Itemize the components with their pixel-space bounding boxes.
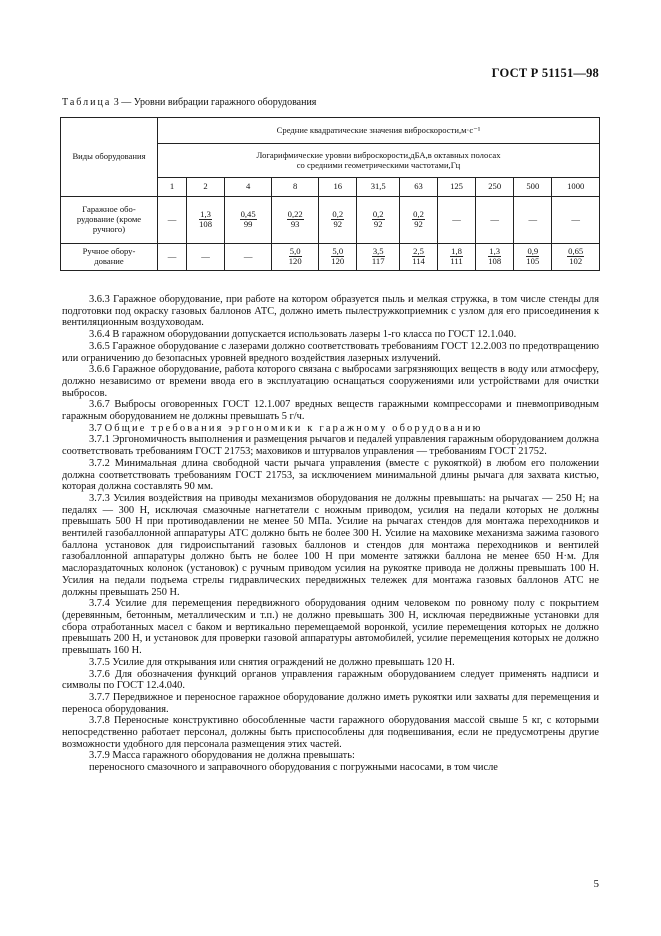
row-label	[61, 197, 158, 244]
freq-cell: 500	[514, 178, 552, 197]
table-cell	[552, 244, 600, 271]
table-cell	[357, 244, 400, 271]
row-label-line: Ручное обору-	[82, 246, 136, 257]
paragraph-3-7-9-continued: переносного смазочного и заправочного оборудования с погружными насосами, в том числе	[89, 762, 498, 774]
table-cell	[357, 197, 400, 244]
rms-header: Средние квадратические значения виброскорости,м·с⁻¹	[158, 118, 600, 144]
table-cell	[514, 244, 552, 271]
fraction-value	[450, 247, 463, 266]
freq-cell: 31,5	[357, 178, 400, 197]
fraction-value	[199, 210, 212, 229]
table-cell	[319, 197, 357, 244]
db-level-value: 105	[526, 256, 540, 267]
table-cell	[272, 197, 319, 244]
db-level-value: 114	[412, 256, 425, 267]
freq-cell: 63	[400, 178, 438, 197]
paragraph-3-6-3: 3.6.3 Гаражное оборудование, при работе на котором образуется пыль и мелкая стружка, в том числе стенды для подготовки под окраску газовых баллонов АТС, должно иметь пылестружкоприемник с узлом для его присоединения к вентиляционным воздуховодам.	[62, 294, 599, 329]
db-level-value: 93	[290, 219, 300, 230]
freq-cell: 4	[225, 178, 272, 197]
rms-value: 0,2	[332, 209, 344, 220]
db-level-value: 120	[288, 256, 302, 267]
db-level-value: 92	[414, 219, 423, 230]
freq-cell: 8	[272, 178, 319, 197]
column-header-equipment-type: Виды оборудования	[61, 118, 158, 197]
section-number: 3.7	[89, 422, 105, 434]
db-level-value: 108	[199, 219, 212, 230]
paragraph-3-7-9: 3.7.9 Масса гаражного оборудования не должна превышать:	[89, 750, 355, 762]
fraction-value	[287, 210, 304, 229]
rms-value: 5,0	[332, 246, 344, 257]
paragraph-3-7-5: 3.7.5 Усилие для открывания или снятия ограждений не должно превышать 120 Н.	[89, 656, 455, 668]
rms-value: 5,0	[289, 246, 301, 257]
section-heading-3-7	[62, 423, 599, 435]
rms-value: 0,2	[372, 209, 384, 220]
table-cell	[476, 244, 514, 271]
paragraph-3-7-2: 3.7.2 Минимальная длина свободной части рычага управления (вместе с рукояткой) в любом его положении должна соответствовать требованиям ГОСТ 21753, за исключением минимальной длины рычага для захвата кистью, которая должна составлять 90 мм.	[62, 457, 599, 493]
paragraph-3-6-6: 3.6.6 Гаражное оборудование, работа которого связана с выбросами загрязняющих веществ в воду или атмосферу, должно независимо от времени ввода его в эксплуатацию оснащаться сооружениями или устройствами для очистки выбросов.	[62, 364, 599, 399]
fraction-value	[412, 247, 425, 266]
table-cell	[400, 244, 438, 271]
db-level-value: 117	[371, 256, 385, 267]
rms-value: 1,8	[451, 246, 462, 257]
table-cell: —	[437, 197, 475, 244]
table-cell	[225, 197, 272, 244]
rms-value: 0,45	[240, 209, 256, 220]
rms-value: 0,22	[287, 209, 303, 220]
table-cell	[186, 197, 224, 244]
rms-value: 0,65	[568, 246, 584, 257]
row-label-line: ручного)	[92, 223, 126, 234]
log-header-line-1: Логарифмические уровни виброскорости,дБА,в октавных полосах	[256, 149, 501, 160]
table-caption	[62, 97, 316, 108]
freq-cell: 1	[158, 178, 187, 197]
table-cell: —	[514, 197, 552, 244]
row-label	[61, 244, 158, 271]
db-level-value: 120	[331, 256, 345, 267]
fraction-value	[331, 247, 344, 266]
fraction-value	[526, 247, 539, 266]
freq-cell: 250	[476, 178, 514, 197]
vibration-table	[60, 117, 600, 271]
table-row-garage-equipment	[61, 197, 600, 244]
row-label-line: дование	[94, 256, 124, 266]
table-cell: —	[476, 197, 514, 244]
section-title: Общие требования эргономики к гаражному оборудованию	[104, 422, 483, 434]
fraction-value	[488, 247, 501, 266]
table-cell	[272, 244, 319, 271]
fraction-value	[240, 210, 257, 229]
db-level-value: 92	[373, 219, 383, 230]
paragraph-3-7-7: 3.7.7 Передвижное и переносное гаражное оборудование должно иметь рукоятки или захваты для перемещения и переноса оборудования.	[62, 691, 599, 715]
table-row-manual-equipment	[61, 244, 600, 271]
rms-value: 3,5	[372, 246, 384, 257]
fraction-value	[372, 247, 385, 266]
freq-cell: 2	[186, 178, 224, 197]
log-level-header	[158, 144, 600, 178]
freq-cell: 16	[319, 178, 357, 197]
paragraph-3-7-4: 3.7.4 Усилие для перемещения передвижного оборудования одним человеком по ровному полу с покрытием (деревянным, бетонным, металлическим и т.п.) не должно превышать 300 Н, исключая передвижные установки для сбора отработанных масел с баком и вертикально перемещаемой воронкой, усилие перемещения которых не должно превышать 200 Н, и установок для проверки газовой аппаратуры автомобилей, усилие перемещения которых не должно превышать 160 Н.	[62, 598, 599, 657]
table-cell: —	[225, 244, 272, 271]
db-level-value: 92	[333, 219, 343, 230]
row-label-line: Гаражное обо-	[82, 204, 136, 215]
db-level-value: 111	[450, 256, 463, 267]
table-cell: —	[158, 197, 187, 244]
table-caption-prefix: Таблица	[62, 97, 112, 108]
log-header-line-2: со средними геометрическими частотами,Гц	[296, 159, 461, 170]
db-level-value: 99	[243, 219, 253, 230]
body-text	[62, 294, 599, 774]
table-cell: —	[186, 244, 224, 271]
table-cell	[319, 244, 357, 271]
paragraph-3-6-7: 3.6.7 Выбросы оговоренных ГОСТ 12.1.007 вредных веществ гаражными компрессорами и пневмоприводным гаражным оборудованием не должны превышать 5 г/ч.	[62, 399, 599, 423]
paragraph-3-7-1: 3.7.1 Эргономичность выполнения и размещения рычагов и педалей управления гаражным оборудованием должна соответствовать требованиям ГОСТ 21753; маховиков и штурвалов управления — требованиям ГОСТ 21752.	[62, 434, 599, 458]
table-cell: —	[552, 197, 600, 244]
rms-value: 0,2	[413, 209, 424, 220]
paragraph-3-6-4: 3.6.4 В гаражном оборудовании допускается использовать лазеры 1-го класса по ГОСТ 12.1.040.	[89, 329, 517, 341]
fraction-value	[372, 210, 385, 229]
fraction-value	[567, 247, 584, 266]
rms-value: 1,3	[200, 209, 211, 220]
freq-cell: 1000	[552, 178, 600, 197]
paragraph-3-6-5: 3.6.5 Гаражное оборудование с лазерами должно соответствовать требованиям ГОСТ 12.2.003 по предотвращению или ограничению до безопасных уровней вредного воздействия лазерных излучений.	[62, 340, 599, 364]
table-cell	[437, 244, 475, 271]
table-caption-title: 3 — Уровни вибрации гаражного оборудования	[111, 97, 317, 108]
table-cell	[400, 197, 438, 244]
paragraph-3-7-3: 3.7.3 Усилия воздействия на приводы механизмов оборудования не должны превышать: на рычагах — 250 Н; на педалях — 300 Н, исключая смазочные нагнетатели с ножным приводом, усилия на педали которых не должны превышать 500 Н при противодавлении не менее 50 МПа. Усилие на рычагах стендов для монтажа переходников и вентилей газобаллонной аппаратуры АТС должно быть не более 300 Н. Усилие на маховике механизма зажима газового баллона установок для гидроиспытаний газовых баллонов и стендов для монтажа переходников и вентилей газобаллонной аппаратуры должно быть не более 100 Н при моменте затяжки баллона не менее 650 Н·м. Для маслораздаточных колонок (установок) с ручным приводом усилия на рукоятке привода не должны превышать 100 Н. Усилия на педали подъема стрелы гидравлических передвижных тележек для монтажа газовых баллонов АТС не должны превышать 250 Н.	[62, 492, 599, 598]
document-code: ГОСТ Р 51151—98	[491, 66, 599, 80]
rms-value: 2,5	[413, 246, 424, 257]
paragraph-3-7-8: 3.7.8 Переносные конструктивно обособленные части гаражного оборудования массой свыше 5 кг, с которыми непосредственно работает персонал, должны быть приспособлены для подвешивания, если не предусмотрены другие возможности удобного для персонала размещения этих частей.	[62, 715, 599, 750]
row-label-line: рудование (кроме	[76, 214, 142, 225]
fraction-value	[331, 210, 344, 229]
db-level-value: 108	[488, 256, 502, 267]
freq-cell: 125	[437, 178, 475, 197]
db-level-value: 102	[569, 256, 583, 267]
fraction-value	[289, 247, 302, 266]
page-number: 5	[593, 878, 599, 890]
rms-value: 1,3	[489, 246, 501, 257]
rms-value: 0,9	[527, 246, 539, 257]
table-cell: —	[158, 244, 187, 271]
fraction-value	[412, 210, 425, 229]
paragraph-3-7-6: 3.7.6 Для обозначения функций органов управления гаражным оборудованием следует применять надписи и символы по ГОСТ 12.4.040.	[62, 668, 599, 692]
